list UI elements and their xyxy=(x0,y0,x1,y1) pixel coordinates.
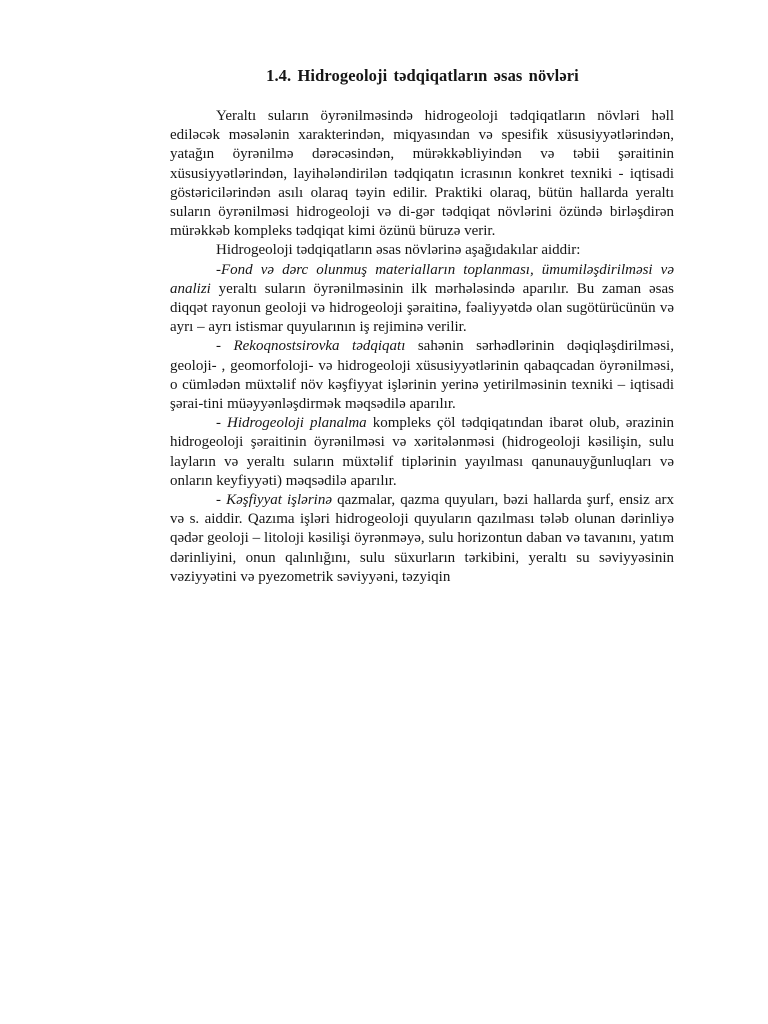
paragraph-exploration xyxy=(170,491,674,587)
paragraph-text: qazmalar, qazma quyuları, bəzi hallarda şurf, ensiz arx və s. aiddir. Qazıma işləri hidrogeoloji quyuların qazılması tələb olunan dərinliyə qədər geoloji – litoloji kəsilişi öyrənməyə, sulu horizontun daban və tavanını, yatım dərinliyini, onun qalınlığını, sulu süxurların tərkibini, yeraltı su səviyyəsinin vəziyyətini və pyezometrik səviyyəni, təzyiqin xyxy=(170,492,674,585)
paragraph-lead-italic: - Kəşfiyyat işlərinə xyxy=(216,492,332,509)
paragraph-fond-materials xyxy=(170,261,674,338)
paragraph-text: Hidrogeoloji tədqiqatların əsas növlərinə aşağıdakılar aiddir: xyxy=(216,242,581,259)
paragraph-text: kompleks çöl tədqiqatından ibarət olub, ərazinin hidrogeoloji şəraitinin öyrənilməsi və xəritələnməsi (hidrogeoloji kəsilişin, sulu layların və yeraltı suların müxtəlif tiplərinin yayılması qanunauyğunluqları və onların keyfiyyəti) məqsədilə aparılır. xyxy=(170,415,675,489)
paragraph-list-intro xyxy=(170,241,674,260)
paragraph-text: sahənin sərhədlərinin dəqiqləşdirilməsi, geoloji- , geomorfoloji- və hidrogeoloji xüsusiyyətlərinin qabaqcadan öyrənilməsi, o cümlədən müxtəlif növ kəşfiyyat işlərinin yerinə yetirilməsinin texniki – iqtisadi şərai-tini müəyyənləşdirmək məqsədilə aparılır. xyxy=(170,338,674,413)
section-heading: 1.4. Hidrogeoloji tədqiqatların əsas növləri xyxy=(266,66,579,85)
paragraph-text: Yeraltı suların öyrənilməsində hidrogeoloji tədqiqatların növləri həll ediləcək məsələnin xarakterindən, miqyasından və spesifik xüsusiyyətlərindən, yatağın öyrənilmə dərəcəsindən, mürəkkəbliyindən və təbii şəraitinin xüsusiyyətlərindən, layihələndirilən tədqiqatın icrasının konkret texniki - iqtisadi göstəricilərindən asılı olaraq təyin edilir. Praktiki olaraq, bütün hallarda yeraltı suların öyrənilməsi hidrogeoloji və di-gər tədqiqat növlərini özündə birləşdirən mürəkkəb kompleks tədqiqat kimi özünü büruzə verir. xyxy=(170,108,674,240)
paragraph-lead-italic: - Hidrogeoloji planalma xyxy=(216,415,367,432)
paragraph-text: yeraltı suların öyrənilməsinin ilk mərhələsində aparılır. Bu zaman əsas diqqət rayonun geoloji və hidrogeoloji şəraitinə, fəaliyyətdə olan sugötürücünün və ayrı – ayrı istismar quyularının iş rejiminə verilir. xyxy=(170,280,674,336)
paragraph-reconnaissance xyxy=(170,337,674,414)
paragraph-planalma xyxy=(170,414,674,491)
body-text xyxy=(170,107,674,587)
paragraph-lead-italic: - Rekoqnostsirovka tədqiqatı xyxy=(216,338,406,355)
paragraph-lead-italic: -Fond və dərc olunmuş materialların toplanması, ümumiləşdirilməsi və analizi xyxy=(170,261,674,297)
paragraph-intro xyxy=(170,107,674,241)
